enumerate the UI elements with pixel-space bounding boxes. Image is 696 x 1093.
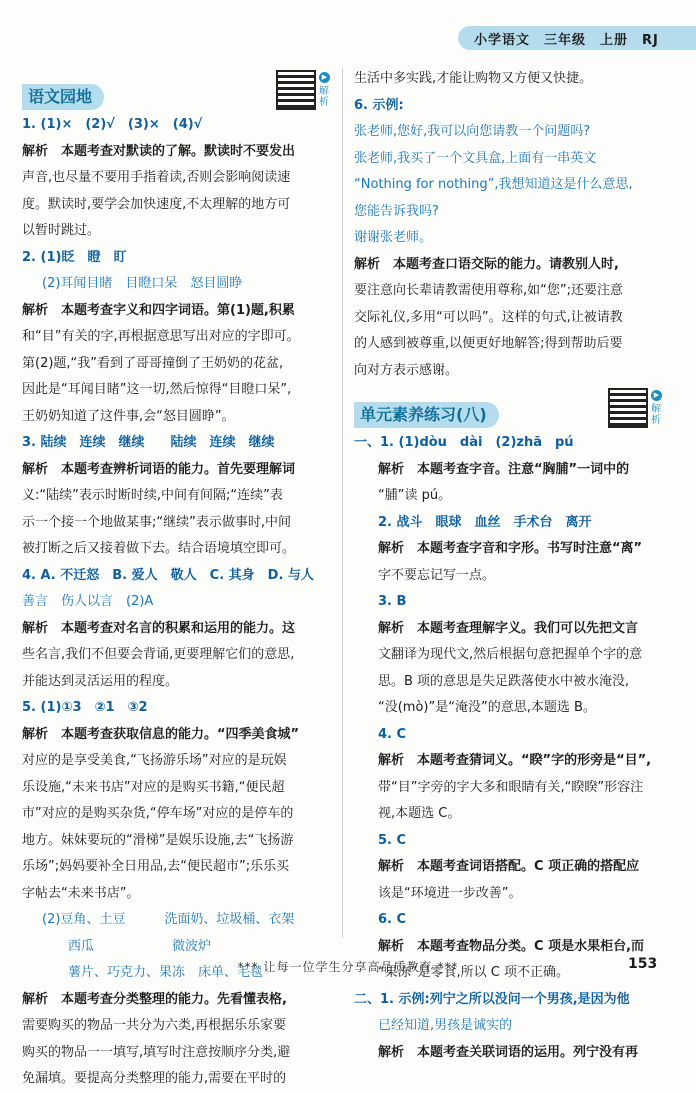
right-column bbox=[354, 66, 666, 1066]
text-line: 以暂时跳过。 bbox=[22, 223, 101, 238]
text-line: (2)耳闻目睹 目瞪口呆 怒目圆睁 bbox=[42, 276, 243, 291]
text-line: 3. B bbox=[378, 594, 407, 609]
qr-code-icon[interactable] bbox=[276, 70, 316, 110]
left-text-block bbox=[22, 112, 334, 1093]
text-line: 解析 本题考查关联词语的运用。列宁没有再 bbox=[378, 1044, 639, 1060]
text-line: 该是“环境进一步改善”。 bbox=[378, 885, 522, 901]
text-line: 免漏填。要提高分类整理的能力,需要在平时的 bbox=[22, 1071, 287, 1086]
text-line: 1. (1)× (2)√ (3)× (4)√ bbox=[22, 117, 203, 132]
text-line: 对应的是享受美食,“飞扬游乐场”对应的是玩娱 bbox=[22, 753, 287, 768]
text-line: 2. (1)眨 瞪 盯 bbox=[22, 249, 127, 265]
left-column bbox=[22, 66, 334, 1093]
text-line: 因此是“耳闻目睹”这一切,然后惊得“目瞪口呆”, bbox=[22, 382, 292, 397]
text-line: 些名言,我们不但要会背诵,更要理解它们的意思, bbox=[22, 647, 295, 662]
text-line: 西瓜 微波炉 bbox=[42, 938, 212, 954]
text-line: 要注意向长辈请教需使用尊称,如“您”;还要注意 bbox=[354, 283, 623, 298]
text-line: 购买的物品一一填写,填写时注意按顺序分类,避 bbox=[22, 1044, 291, 1060]
text-line: 4. C bbox=[378, 726, 407, 742]
text-line: 度。默读时,要学会加快速度,不太理解的地方可 bbox=[22, 196, 291, 212]
text-line: 解析 本题考查猜词义。“睽”字的形旁是“目”, bbox=[378, 753, 652, 768]
text-line: 解析 本题考查口语交际的能力。请教别人时, bbox=[354, 256, 619, 272]
text-line: 已经知道,男孩是诚实的 bbox=[378, 1018, 513, 1033]
text-line: 字帖去“未来书店”。 bbox=[22, 885, 140, 901]
header-text: 小学语文 三年级 上册 RJ bbox=[474, 33, 659, 48]
footer-slogan: *** 让每一位学生分享高品质教育 *** bbox=[237, 960, 459, 974]
text-line: 解析 本题考查获取信息的能力。“四季美食城” bbox=[22, 726, 300, 742]
text-line: 善言 伤人以言 (2)A bbox=[22, 594, 154, 609]
text-line: 字不要忘记写一点。 bbox=[378, 567, 496, 583]
text-line: 二、1. 示例:列宁之所以没问一个男孩,是因为他 bbox=[354, 991, 630, 1007]
text-line: 解析 本题考查词语搭配。C 项正确的搭配应 bbox=[378, 859, 640, 874]
text-line: 解析 本题考查字音和字形。书写时注意“离” bbox=[378, 541, 643, 556]
section-title: 语文园地 bbox=[22, 84, 104, 110]
text-line: 生活中多实践,才能让购物又方便又快捷。 bbox=[354, 71, 593, 86]
text-line: 薯片、巧克力、果冻 床单、毛毯 bbox=[42, 965, 264, 980]
text-line: 被打断之后又接着做下去。结合语境填空即可。 bbox=[22, 541, 296, 556]
text-line: “脯”读 pú。 bbox=[378, 488, 452, 503]
qr-label: 解析 bbox=[651, 404, 661, 426]
section-header-unit8 bbox=[354, 384, 666, 430]
text-line: 王奶奶知道了这件事,会“怒目圆睁”。 bbox=[22, 408, 235, 424]
text-line: 视,本题选 C。 bbox=[378, 806, 461, 821]
text-line: 5. C bbox=[378, 832, 407, 848]
text-line: “Nothing for nothing”,我想知道这是什么意思, bbox=[354, 177, 633, 192]
section-title: 单元素养练习(八) bbox=[354, 402, 499, 428]
text-line: 解析 本题考查字义和四字词语。第(1)题,积累 bbox=[22, 302, 295, 318]
column-divider bbox=[342, 68, 343, 938]
text-line: 谢谢张老师。 bbox=[354, 230, 433, 245]
right-top-text-block bbox=[354, 66, 666, 384]
play-icon: ▶ bbox=[319, 72, 330, 83]
text-line: 解析 本题考查分类整理的能力。先看懂表格, bbox=[22, 991, 287, 1007]
text-line: 3. 陆续 连续 继续 陆续 连续 继续 bbox=[22, 435, 275, 450]
text-line: 并能达到灵活运用的程度。 bbox=[22, 673, 179, 689]
text-line: 需要购买的物品一共分为六类,再根据乐乐家要 bbox=[22, 1018, 287, 1033]
text-line: (2)豆角、土豆 洗面奶、垃圾桶、衣架 bbox=[42, 912, 295, 927]
text-line: 张老师,我买了一个文具盒,上面有一串英文 bbox=[354, 150, 597, 166]
text-line: 向对方表示感谢。 bbox=[354, 362, 459, 378]
text-line: 文翻译为现代文,然后根据句意把握单个字的意 bbox=[378, 647, 643, 662]
text-line: 解析 本题考查字音。注意“胸脯”一词中的 bbox=[378, 461, 630, 477]
text-line: 示一个接一个地做某事;“继续”表示做事时,中间 bbox=[22, 514, 291, 530]
text-line: 义:“陆续”表示时断时续,中间有间隔;“连续”表 bbox=[22, 488, 283, 503]
text-line: 交际礼仪,多用“可以吗”。这样的句式,让被请教 bbox=[354, 309, 623, 325]
text-line: 和“目”有关的字,再根据意思写出对应的字即可。 bbox=[22, 329, 300, 344]
page-number: 153 bbox=[628, 956, 658, 972]
text-line: 解析 本题考查理解字义。我们可以先把文言 bbox=[378, 620, 639, 636]
text-line: 思。B 项的意思是失足跌落使水中被水淹没, bbox=[378, 673, 630, 689]
text-line: 5. (1)①3 ②1 ③2 bbox=[22, 700, 148, 715]
text-line: 第(2)题,“我”看到了哥哥撞倒了王奶奶的花盆, bbox=[22, 355, 284, 371]
text-line: 的人感到被尊重,以便更好地解答;得到帮助后要 bbox=[354, 336, 623, 351]
section-header-yuwen bbox=[22, 66, 334, 112]
header-bar bbox=[458, 26, 696, 50]
text-line: 2. 战斗 眼球 血丝 手术台 离开 bbox=[378, 514, 592, 530]
text-line: “没(mò)”是“淹没”的意思,本题选 B。 bbox=[378, 700, 596, 715]
text-line: 解析 本题考查物品分类。C 项是水果柜台,而 bbox=[378, 938, 645, 954]
text-line: 地方。妹妹要玩的“滑梯”是娱乐设施,去“飞扬游 bbox=[22, 832, 294, 848]
text-line: 市”对应的是购买杂货,“停车场”对应的是停车的 bbox=[22, 806, 294, 821]
text-line: 乐设施,“未来书店”对应的是购买书籍,“便民超 bbox=[22, 779, 285, 795]
text-line: 带“目”字旁的字大多和眼睛有关,“睽睽”形容注 bbox=[378, 779, 644, 795]
text-line: 乐场”;妈妈要补全日用品,去“便民超市”;乐乐买 bbox=[22, 859, 290, 874]
text-line: 4. A. 不迁怒 B. 爱人 敬人 C. 其身 D. 与人 bbox=[22, 567, 314, 583]
text-line: 6. C bbox=[378, 912, 407, 927]
text-line: 解析 本题考查辨析词语的能力。首先要理解词 bbox=[22, 461, 296, 477]
text-line: 声音,也尽量不要用手指着读,否则会影响阅读速 bbox=[22, 170, 291, 185]
qr-label: 解析 bbox=[319, 86, 329, 108]
play-icon: ▶ bbox=[651, 390, 662, 401]
text-line: 您能告诉我吗? bbox=[354, 203, 439, 219]
text-line: 6. 示例: bbox=[354, 97, 404, 113]
qr-code-icon[interactable] bbox=[608, 388, 648, 428]
text-line: 解析 本题考查对默读的了解。默读时不要发出 bbox=[22, 143, 296, 159]
text-line: 一、1. (1)dòu dài (2)zhā pú bbox=[354, 435, 574, 450]
text-line: 解析 本题考查对名言的积累和运用的能力。这 bbox=[22, 620, 296, 636]
text-line: “果冻”是零食,所以 C 项不正确。 bbox=[378, 965, 569, 980]
text-line: 张老师,您好,我可以向您请教一个问题吗? bbox=[354, 124, 591, 139]
